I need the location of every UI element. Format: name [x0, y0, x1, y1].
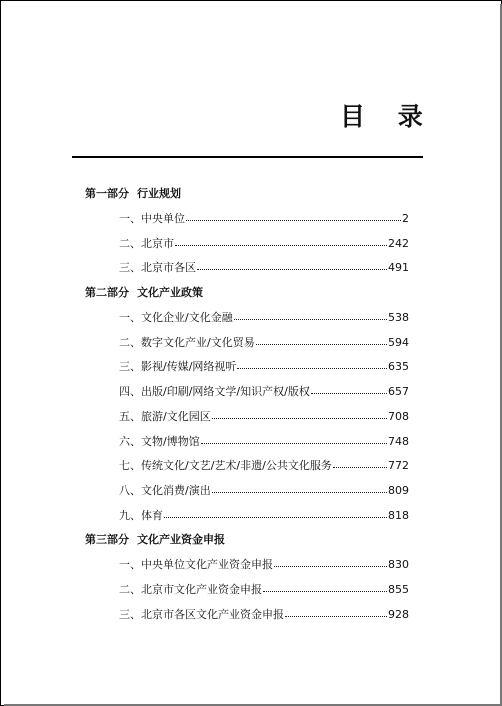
entry-label: 一、文化企业/文化金融: [119, 311, 233, 324]
toc-entry[interactable]: [119, 259, 409, 275]
toc-part-2[interactable]: [85, 284, 203, 300]
part-number: 第二部分: [85, 286, 129, 299]
dot-leader: [274, 565, 387, 567]
entry-page: 809: [388, 484, 409, 497]
toc-entry[interactable]: [119, 210, 409, 226]
entry-page: 2: [402, 212, 409, 225]
toc-entry[interactable]: [119, 433, 409, 449]
toc-entry[interactable]: [119, 581, 409, 597]
entry-label: 二、北京市文化产业资金申报: [119, 583, 262, 596]
dot-leader: [311, 392, 387, 394]
toc-entry[interactable]: [119, 358, 409, 374]
toc-entry[interactable]: [119, 507, 409, 523]
dot-leader: [256, 343, 387, 345]
part-title: 文化产业政策: [137, 286, 203, 299]
toc-part-1[interactable]: [85, 185, 181, 201]
part-number: 第三部分: [85, 533, 129, 546]
title-divider: [72, 156, 423, 158]
entry-label: 三、北京市各区: [119, 261, 196, 274]
toc-entry[interactable]: [119, 383, 409, 399]
dot-leader: [201, 442, 387, 444]
dot-leader: [175, 244, 387, 246]
entry-label: 四、出版/印刷/网络文学/知识产权/版权: [119, 385, 310, 398]
entry-page: 855: [388, 583, 409, 596]
entry-label: 三、北京市各区文化产业资金申报: [119, 608, 284, 621]
dot-leader: [234, 318, 387, 320]
entry-page: 594: [388, 336, 409, 349]
entry-page: 748: [388, 435, 409, 448]
dot-leader: [263, 590, 387, 592]
part-number: 第一部分: [85, 187, 129, 200]
toc-entry[interactable]: [119, 408, 409, 424]
dot-leader: [197, 268, 387, 270]
dot-leader: [333, 466, 387, 468]
entry-page: 928: [388, 608, 409, 621]
entry-label: 一、中央单位文化产业资金申报: [119, 558, 273, 571]
dot-leader: [237, 367, 387, 369]
toc-entry[interactable]: [119, 334, 409, 350]
entry-page: 635: [388, 360, 409, 373]
entry-label: 二、北京市: [119, 237, 174, 250]
entry-page: 772: [388, 459, 409, 472]
entry-label: 八、文化消费/演出: [119, 484, 211, 497]
entry-label: 一、中央单位: [119, 212, 185, 225]
part-title: 文化产业资金申报: [137, 533, 225, 546]
entry-page: 242: [388, 237, 409, 250]
toc-part-3[interactable]: [85, 531, 225, 547]
dot-leader: [164, 516, 387, 518]
entry-label: 二、数字文化产业/文化贸易: [119, 336, 255, 349]
entry-label: 七、传统文化/文艺/艺术/非遗/公共文化服务: [119, 459, 332, 472]
toc-entry[interactable]: [119, 309, 409, 325]
toc-entry[interactable]: [119, 235, 409, 251]
toc-entry[interactable]: [119, 482, 409, 498]
entry-label: 五、旅游/文化园区: [119, 410, 211, 423]
entry-page: 818: [388, 509, 409, 522]
entry-page: 491: [388, 261, 409, 274]
part-title: 行业规划: [137, 187, 181, 200]
entry-page: 830: [388, 558, 409, 571]
entry-page: 708: [388, 410, 409, 423]
entry-label: 三、影视/传媒/网络视听: [119, 360, 237, 373]
toc-entry[interactable]: [119, 457, 409, 473]
entry-page: 538: [388, 311, 409, 324]
entry-page: 657: [388, 385, 409, 398]
dot-leader: [212, 417, 387, 419]
dot-leader: [186, 219, 401, 221]
toc-entry[interactable]: [119, 556, 409, 572]
page-title: 目 录: [340, 102, 435, 131]
toc-entry[interactable]: [119, 606, 409, 622]
entry-label: 九、体育: [119, 509, 163, 522]
dot-leader: [212, 491, 387, 493]
dot-leader: [285, 615, 387, 617]
entry-label: 六、文物/博物馆: [119, 435, 200, 448]
